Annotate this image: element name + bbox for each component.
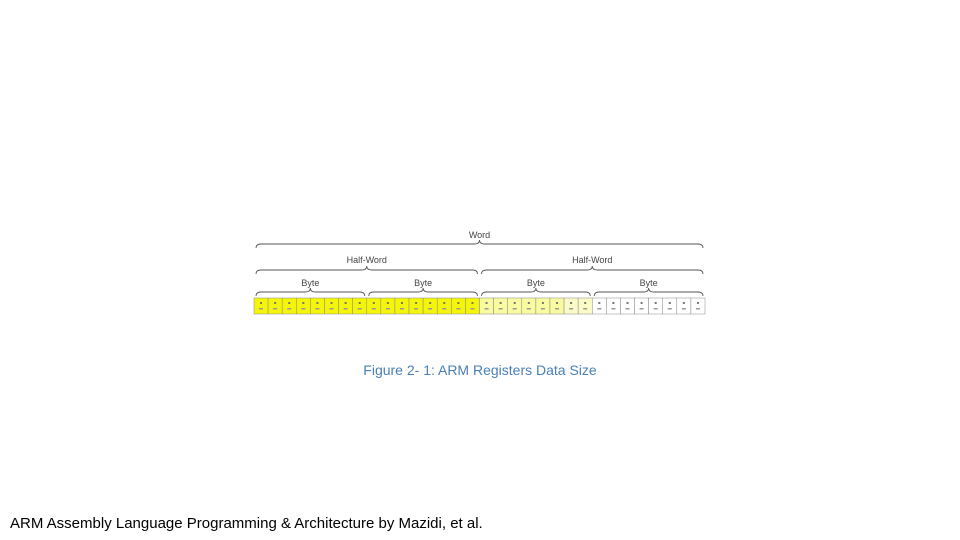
register-bit-cells [254,298,705,314]
bit-mark-bottom [330,308,334,310]
byte-label: Byte [414,278,433,288]
bit-mark-top [641,302,643,304]
bit-mark-bottom [527,308,531,310]
bit-mark-top [457,302,459,304]
bit-cell [353,298,367,314]
bit-mark-bottom [569,308,573,310]
bit-mark-top [655,302,657,304]
bit-cell [437,298,451,314]
bit-mark-top [683,302,685,304]
bit-cell [451,298,465,314]
bit-mark-bottom [470,308,474,310]
bit-mark-bottom [597,308,601,310]
bit-mark-bottom [499,308,503,310]
bit-mark-bottom [640,308,644,310]
figure-caption: Figure 2- 1: ARM Registers Data Size [363,362,597,378]
bit-mark-bottom [611,308,615,310]
bit-mark-bottom [386,308,390,310]
data-size-diagram [250,224,710,320]
bit-cell [677,298,691,314]
bit-mark-bottom [428,308,432,310]
bit-mark-top [669,302,671,304]
bit-mark-bottom [273,308,277,310]
bit-mark-top [584,302,586,304]
bit-cell [578,298,592,314]
bit-mark-bottom [696,308,700,310]
bit-mark-top [514,302,516,304]
bit-mark-bottom [555,308,559,310]
bit-cell [268,298,282,314]
bit-mark-bottom [541,308,545,310]
bit-cell [592,298,606,314]
bit-mark-top [429,302,431,304]
bit-mark-bottom [625,308,629,310]
bit-mark-top [359,302,361,304]
bit-mark-top [316,302,318,304]
bit-mark-bottom [372,308,376,310]
bit-cell [296,298,310,314]
bit-mark-bottom [287,308,291,310]
bit-mark-bottom [456,308,460,310]
bit-mark-top [528,302,530,304]
bit-mark-bottom [400,308,404,310]
bit-cell [550,298,564,314]
bit-cell [254,298,268,314]
halfword-brace [256,266,478,274]
bit-mark-top [260,302,262,304]
bit-mark-top [556,302,558,304]
bit-cell [536,298,550,314]
bit-mark-top [373,302,375,304]
bit-mark-bottom [513,308,517,310]
bit-cell [620,298,634,314]
bit-mark-top [415,302,417,304]
bit-cell [395,298,409,314]
word-label: Word [468,230,491,240]
bit-mark-top [331,302,333,304]
bit-mark-bottom [682,308,686,310]
bit-mark-bottom [442,308,446,310]
bit-mark-bottom [259,308,263,310]
byte-brace [482,288,591,296]
bit-cell [282,298,296,314]
label-group [301,230,657,288]
bit-cell [663,298,677,314]
footer-citation: ARM Assembly Language Programming & Architecture by Mazidi, et al. [10,515,483,532]
bit-cell [494,298,508,314]
halfword-label: Half-Word [346,255,387,265]
bit-cell [480,298,494,314]
byte-brace [256,288,365,296]
bit-cell [508,298,522,314]
bit-mark-bottom [583,308,587,310]
bit-mark-top [471,302,473,304]
bit-mark-top [542,302,544,304]
bit-mark-top [500,302,502,304]
bit-mark-top [612,302,614,304]
bit-cell [649,298,663,314]
bit-mark-top [697,302,699,304]
bit-cell [339,298,353,314]
bit-cell [635,298,649,314]
halfword-brace [482,266,704,274]
bit-mark-top [443,302,445,304]
bit-mark-bottom [414,308,418,310]
bit-cell [465,298,479,314]
byte-brace [369,288,478,296]
bit-mark-top [288,302,290,304]
bit-mark-top [387,302,389,304]
byte-label: Byte [526,278,545,288]
bit-mark-top [302,302,304,304]
bit-mark-top [345,302,347,304]
bit-mark-bottom [654,308,658,310]
bit-mark-bottom [485,308,489,310]
bit-mark-top [486,302,488,304]
bit-mark-bottom [301,308,305,310]
bit-cell [522,298,536,314]
bit-cell [409,298,423,314]
bit-cell [310,298,324,314]
bit-mark-top [401,302,403,304]
byte-label: Byte [639,278,658,288]
bit-mark-top [274,302,276,304]
bit-cell [691,298,705,314]
brace-group [256,240,703,296]
bit-mark-bottom [344,308,348,310]
bit-cell [324,298,338,314]
bit-cell [564,298,578,314]
bit-mark-bottom [358,308,362,310]
bit-cell [381,298,395,314]
bit-mark-top [626,302,628,304]
bit-mark-top [570,302,572,304]
byte-brace [594,288,703,296]
byte-label: Byte [301,278,320,288]
bit-cell [423,298,437,314]
bit-cell [606,298,620,314]
word-brace [256,240,703,248]
bit-mark-bottom [668,308,672,310]
bit-mark-top [598,302,600,304]
bit-cell [367,298,381,314]
bit-mark-bottom [315,308,319,310]
halfword-label: Half-Word [572,255,613,265]
